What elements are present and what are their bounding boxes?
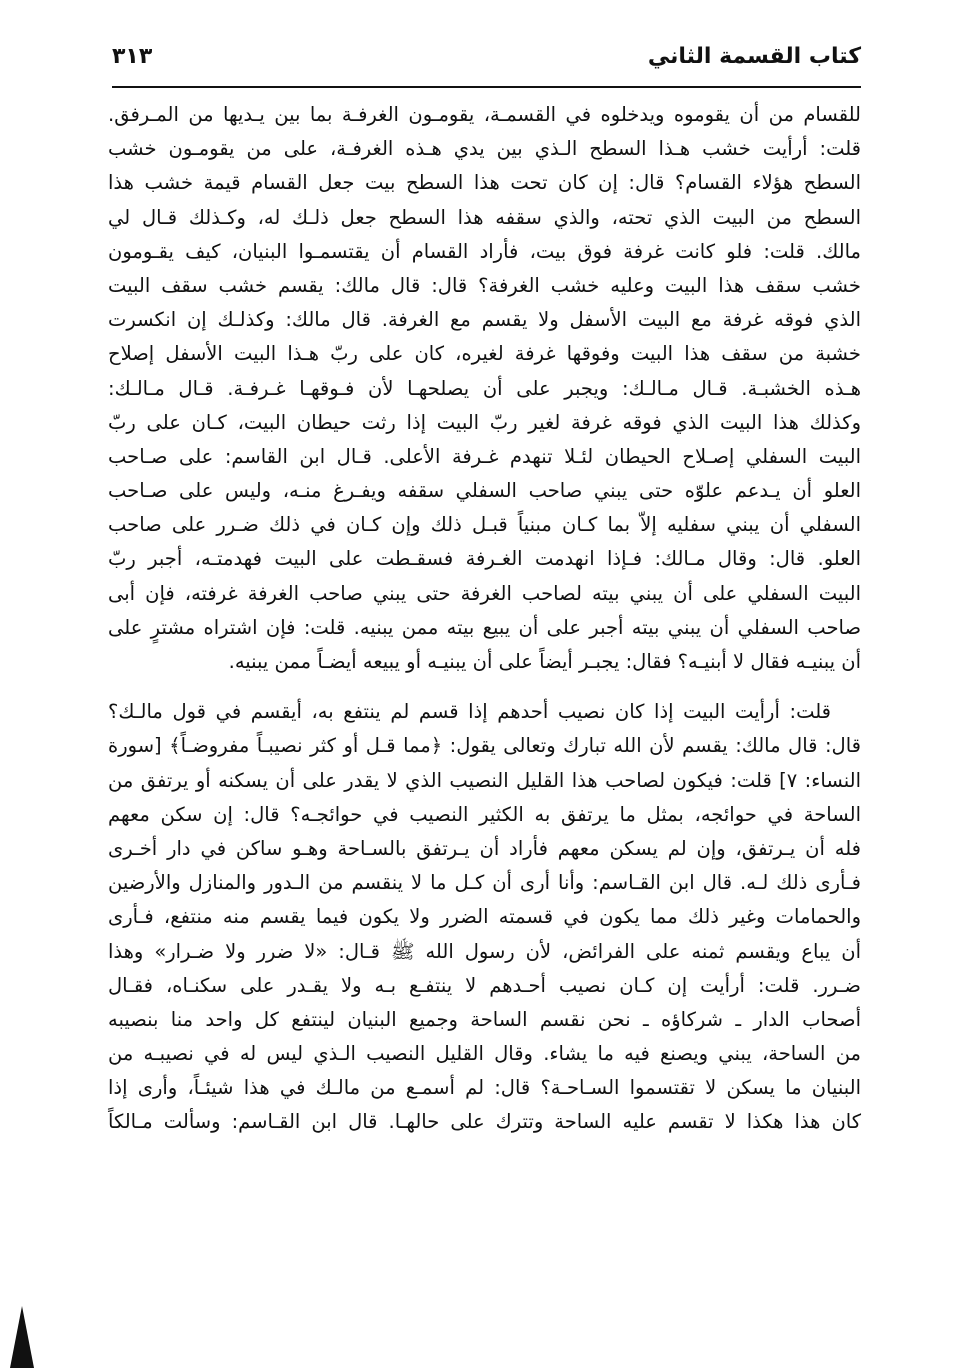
text-line: البيت السفلي على أن يبني بيته لصاحب الغرفة حتى يبني صاحب الغرفة غرفته، فإن أبى <box>108 581 861 605</box>
text-line: السطح هؤلاء القسام؟ قال: إن كان تحت هذا السطح بيت جعل القسام قيمة خشب هذا <box>108 171 861 195</box>
text-line: خشبة من سقف هذا البيت وفوقها غرفة لغيره، كان على ربّ هـذا البيت الأسفل إصلاح <box>108 342 861 366</box>
header-title: كتاب القسمة الثاني <box>647 44 861 69</box>
paragraph-2 <box>108 695 861 1139</box>
text-line: العلو أن يـدعم علوّه حتى يبني صاحب السفلي سقفه ويفـرغ منـه، وليس على صـاحب <box>108 479 861 503</box>
text-line: أصحاب الدار ـ شركاؤه ـ نحن نقسم الساحة وجميع البنيان لينتفع كل واحد منا بنصيبه <box>108 1007 861 1031</box>
text-line: أن يبنيـه فقال لا أبنيـه؟ فقال: يجبـر أيضاً على أن يبنيـه أو يبيعه أيضـاً ممن يبنيه. <box>228 650 861 673</box>
text-line: البنيان ما يسكن لا تقتسموا السـاحـة؟ قال: لم أسمـع من مالـك في هذا شيئـاً، وأرى إذا <box>108 1076 861 1100</box>
text-line: الذي فوقه غرفة مع البيت الأسفل ولا يقسم مع الغرفة. قال مالك: وكذلـك إن انكسرت <box>108 308 861 332</box>
text-line: صاحب السفلي أن يبني بيته أجبر على أن يبيع بيته ممن يبنيه. قلت: فإن اشتراه مشترٍ على <box>108 615 861 639</box>
text-line: قلت: أرأيت خشب هـذا السطح الـذي بين يدي هـذه الغرفـة، على من يقومـون خشب <box>108 137 861 161</box>
text-line: فله أن يـرتفق، وإن لم يسكن معهم فأراد أن يـرتفق بالسـاحة وهـو ساكن في دار أخـرى <box>108 836 861 860</box>
page-corner-mark <box>10 1306 34 1368</box>
text-line: العلو. قال: وقال مـالك: فـإذا انهدمت الغـرفة فسقـطت على البيت فهدمتـه، أجبر ربّ <box>108 547 861 571</box>
running-header <box>112 42 861 88</box>
text-line: السطح من البيت الذي تحته، والذي سقفه هذا السطح جعل ذلـك له، وكـذلك قـال لي <box>108 205 861 229</box>
text-line: من الساحة، يبني ويصنع فيه ما يشاء. وقال القليل النصيب الـذي ليس له في نصيبـه من <box>108 1042 861 1066</box>
paragraph-1 <box>108 98 861 679</box>
text-line: هـذه الخشبـة. قـال مـالـك: ويجبر على أن يصلحهـا لأن فـوقهـا غـرفـة. قـال مـالـك: <box>108 376 861 400</box>
text-line: مالك. قلت: فلو كانت غرفة فوق بيت، فأراد القسام أن يقتسمـوا البنيان، كيف يقـومون <box>108 239 861 263</box>
paragraph-gap <box>108 679 861 695</box>
page-number: ٣١٣ <box>112 44 153 69</box>
text-line: السفلي أن يبني سفليه إلاّ بما كـان مبنياً قبـل ذلك وإن كـان في ذلك ضـرر على صاحب <box>108 513 861 537</box>
text-line: كان هذا هكذا لا تقسم عليه الساحة وتترك على حالهـا. قال ابن القـاسم: وسألت مـالكاً <box>108 1110 861 1134</box>
text-line: البيت السفلي إصـلاح الحيطان لئـلا تنهدم غـرفة الأعلى. قـال ابن القاسم: على صـاحب <box>108 444 861 468</box>
text-line: والحمامات وغير ذلك مما يكون في قسمته الضرر ولا يكون فيما يقسم منه منتفع، فـأرى <box>108 905 861 929</box>
text-line: خشب سقف هذا البيت وعليه خشب الغرفة؟ قال: قال مالك: يقسم خشب سقف البيت <box>108 273 861 297</box>
text-line: فـأرى ذلك لـه. قال ابن القـاسم: وأنا أرى أن كـل ما لا ينقسم من الـدور والمنازل والأرضين <box>108 871 861 895</box>
text-line: الساحة في حوائجه، بمثل ما يرتفق به الكثير النصيب في حوائجـه؟ قال: إن سكن معهم <box>108 802 861 826</box>
text-line: للقسام من أن يقوموه ويدخلوه في القسمـة، يقومـون الغرفـة بما بين يـديها من المـرفق. <box>108 103 861 126</box>
text-line: قلت: أرأيت البيت إذا كان نصيب أحدهم إذا قسم لم ينتفع به، أيقسم في قول مالـك؟ <box>108 700 831 724</box>
text-line: وكذلك هذا البيت الذي فوقه غرفة لغير ربّ البيت إذا رثت حيطان البيت، كـان على ربّ <box>108 410 861 434</box>
text-line: النساء: ٧] قلت: فيكون لصاحب هذا القليل النصيب الذي لا يقدر على أن يسكنه أو يرتفق من <box>108 768 861 792</box>
body-text <box>108 98 861 1140</box>
text-line: أن يباع ويقسم ثمنه على الفرائض، لأن رسول الله ﷺ قـال: «لا ضرر ولا ضـرار» وهذا <box>108 939 861 963</box>
text-line: ضـرر. قلت: أرأيت إن كـان نصيب أحـدهم لا ينتفـع بـه ولا يقـدر على سكنـاه، فقـال <box>108 973 861 997</box>
text-line: قال: قال مالك: يقسم لأن الله تبارك وتعالى يقول: ﴿مما قـل أو كثر نصيبـاً مفروضـاً﴾ [سورة <box>108 734 861 758</box>
